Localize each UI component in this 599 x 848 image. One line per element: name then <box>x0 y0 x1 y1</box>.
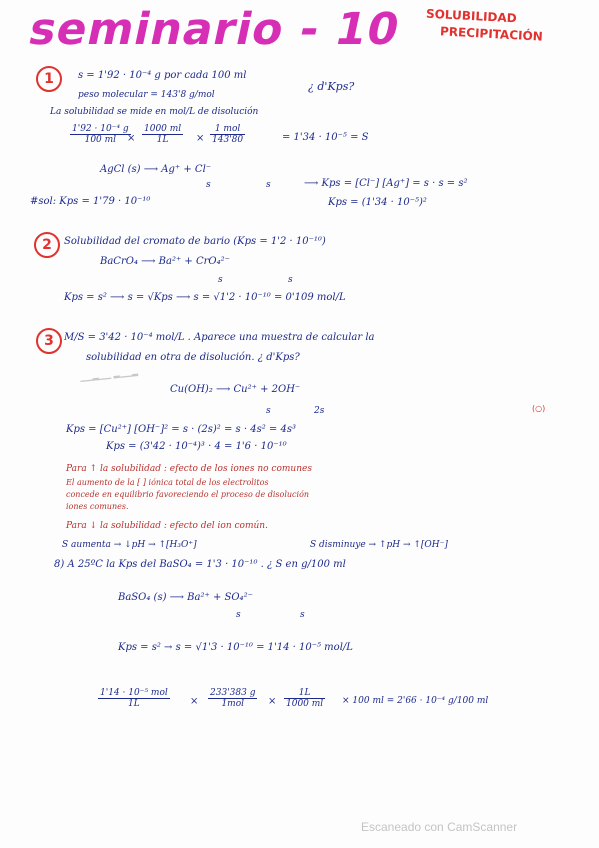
p4-result: × 100 ml = 2'66 · 10⁻⁴ g/100 ml <box>342 696 489 706</box>
p4-s-1: s <box>236 610 241 620</box>
p1-line-1: s = 1'92 · 10⁻⁴ g por cada 100 ml <box>78 70 247 81</box>
p3-note-3: concede en equilibrio favoreciendo el proceso de disolución <box>66 490 310 499</box>
p1-question: ¿ d'Kps? <box>308 80 355 93</box>
p2-statement: Solubilidad del cromato de bario (Kps = 1'2 · 10⁻¹⁰) <box>64 236 326 247</box>
p4-times-2: × <box>268 696 277 707</box>
scanner-watermark: Escaneado con CamScanner <box>361 820 518 834</box>
p3-line-2: solubilidad en otra de disolución. ¿ d'Kps? <box>86 352 300 363</box>
p1-line-3: La solubilidad se mide en mol/L de disolución <box>50 107 259 117</box>
p3-note-4: iones comunes. <box>66 502 129 511</box>
problem-number-2: 2 <box>34 232 60 258</box>
p1-kps-expr: ⟶ Kps = [Cl⁻] [Ag⁺] = s · s = s² <box>304 178 468 189</box>
p1-line-2: peso molecular = 143'8 g/mol <box>78 90 215 100</box>
p4-statement: 8) A 25ºC la Kps del BaSO₄ = 1'3 · 10⁻¹⁰ . ¿ S en g/100 ml <box>54 559 346 570</box>
p4-frac-a: 1'14 · 10⁻⁵ mol 1L <box>100 688 168 709</box>
p1-s-2: s <box>266 180 271 190</box>
p2-s-2: s <box>288 275 293 285</box>
p3-kps-value: Kps = (3'42 · 10⁻⁴)³ · 4 = 1'6 · 10⁻¹⁰ <box>106 441 287 452</box>
p3-2s: 2s <box>314 406 325 416</box>
problem-number-1: 1 <box>36 66 62 92</box>
topic-tag-line1: SOLUBILIDAD <box>425 6 518 26</box>
p4-frac-c: $\frac{1L}{1000 ml}$ <box>286 688 324 709</box>
p3-reaction: Cu(OH)₂ ⟶ Cu²⁺ + 2OH⁻ <box>170 384 301 395</box>
p2-s-1: s <box>218 275 223 285</box>
p4-reaction: BaSO₄ (s) ⟶ Ba²⁺ + SO₄²⁻ <box>118 592 253 603</box>
p4-s-2: s <box>300 610 305 620</box>
p1-reaction: AgCl (s) ⟶ Ag⁺ + Cl⁻ <box>100 164 212 175</box>
p4-times-1: × <box>190 696 199 707</box>
p1-frac-a: $\frac{\text{1'92 · 10⁻⁴ g}}{100 ml}$ <box>72 124 129 145</box>
margin-mark: (○) <box>532 404 546 413</box>
page-title: seminario - 10 <box>24 4 405 55</box>
p3-note-1: Para ↑ la solubilidad : efecto de los iones no comunes <box>66 464 312 474</box>
p2-reaction: BaCrO₄ ⟶ Ba²⁺ + CrO₄²⁻ <box>100 256 230 267</box>
p4-solution: Kps = s² → s = √1'3 · 10⁻¹⁰ = 1'14 · 10⁻⁵ mol/L <box>118 642 353 653</box>
p3-kps-expr: Kps = [Cu²⁺] [OH⁻]² = s · (2s)² = s · 4s² = 4s³ <box>66 424 296 435</box>
p3-line-arrow-1: S aumenta → ↓pH → ↑[H₃O⁺] <box>62 540 197 550</box>
faint-bleedthrough-text: ▁▁▂▁▁ ▂▁▁▂ <box>79 366 139 383</box>
p4-frac-b: 233'383 g 1mol <box>210 688 256 709</box>
p3-s: s <box>266 406 271 416</box>
p1-times-2: × <box>196 133 205 144</box>
p1-frac-b: $\frac{1000 ml}{1L}$ <box>144 124 182 145</box>
p3-line-arrow-2: S disminuye → ↑pH → ↑[OH⁻] <box>310 540 448 550</box>
topic-tag-line2: PRECIPITACIÓN <box>439 24 544 44</box>
p3-line-1: M/S = 3'42 · 10⁻⁴ mol/L . Aparece una muestra de calcular la <box>64 332 375 343</box>
p3-note-5: Para ↓ la solubilidad : efecto del ion común. <box>66 521 268 531</box>
p1-result: = 1'34 · 10⁻⁵ = S <box>282 132 369 143</box>
p2-solution: Kps = s² ⟶ s = √Kps ⟶ s = √1'2 · 10⁻¹⁰ = 0'109 mol/L <box>64 292 346 303</box>
p1-s-1: s <box>206 180 211 190</box>
p1-frac-c: 1 mol 143'80 <box>212 124 244 145</box>
p1-times-1: × <box>127 133 136 144</box>
problem-number-3: 3 <box>36 328 62 354</box>
p1-sol: #sol: Kps = 1'79 · 10⁻¹⁰ <box>30 196 151 207</box>
p3-note-2: El aumento de la [ ] iónica total de los electrolitos <box>66 478 269 487</box>
p1-kps-value: Kps = (1'34 · 10⁻⁵)² <box>328 197 427 208</box>
